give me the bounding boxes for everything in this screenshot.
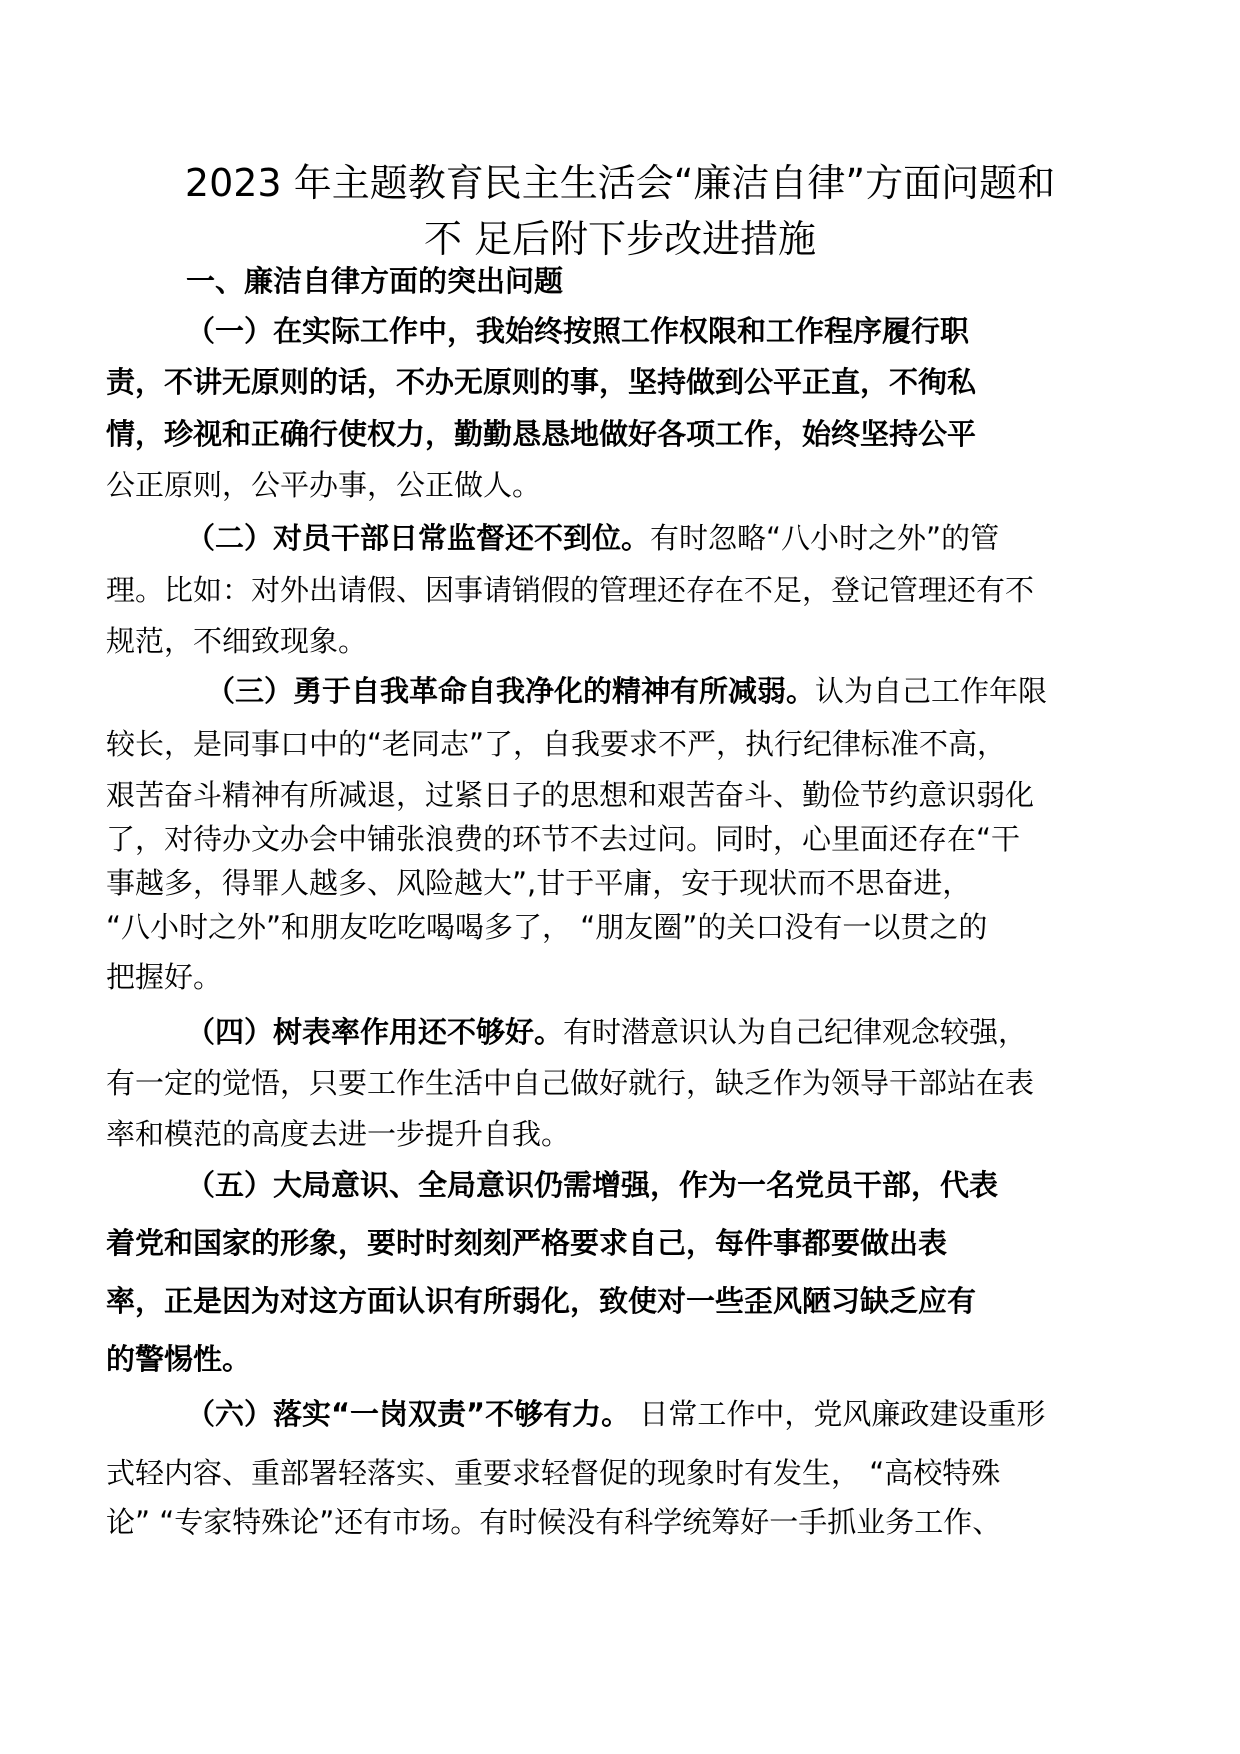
title-line-1: 2023 年主题教育民主生活会“廉洁自律”方面问题和 (184, 161, 1056, 205)
paragraph-5-line: （五）大局意识、全局意识仍需增强，作为一名党员干部，代表 (186, 1168, 999, 1202)
paragraph-6-line: 论” “专家特殊论”还有市场。有时候没有科学统筹好一手抓业务工作、 (106, 1505, 1002, 1539)
paragraph-3-line: 了，对待办文办会中铺张浪费的环节不去过问。同时，心里面还存在“干 (106, 822, 1021, 856)
paragraph-3-line: 把握好。 (106, 960, 223, 994)
paragraph-1-line: 情，珍视和正确行使权力，勤勤恳恳地做好各项工作，始终坚持公平 (106, 417, 977, 451)
paragraph-2-line: 规范，不细致现象。 (106, 624, 368, 658)
section-heading: 一、廉洁自律方面的突出问题 (186, 264, 564, 298)
paragraph-1-line: （一）在实际工作中，我始终按照工作权限和工作程序履行职 (186, 314, 970, 348)
paragraph-3-line (206, 671, 1047, 711)
paragraph-4-line: 有一定的觉悟，只要工作生活中自己做好就行，缺乏作为领导干部站在表 (106, 1066, 1035, 1100)
paragraph-4-heading: （四）树表率作用还不够好。 (186, 1015, 564, 1049)
paragraph-5-line: 率，正是因为对这方面认识有所弱化，致使对一些歪风陋习缺乏应有 (106, 1284, 977, 1318)
paragraph-4-line (186, 1012, 1027, 1052)
paragraph-3-text: 认为自己工作年限 (815, 674, 1048, 708)
paragraph-4-text: 有时潜意识认为自己纪律观念较强， (563, 1015, 1028, 1049)
paragraph-2-heading: （二）对员干部日常监督还不到位。 (186, 521, 651, 555)
paragraph-5-line: 的警惕性。 (106, 1342, 252, 1376)
paragraph-6-text: 日常工作中，党风廉政建设重形 (630, 1397, 1046, 1431)
paragraph-3-line: 较长，是同事口中的“老同志”了，自我要求不严，执行纪律标准不高， (106, 727, 1007, 761)
paragraph-6-line (186, 1394, 1045, 1434)
paragraph-5-line: 着党和国家的形象，要时时刻刻严格要求自己，每件事都要做出表 (106, 1226, 948, 1260)
paragraph-4-line: 率和模范的高度去进一步提升自我。 (106, 1117, 571, 1151)
title-line-2: 不 足后附下步改进措施 (423, 217, 817, 261)
paragraph-6-heading: （六）落实“一岗双责”不够有力。 (186, 1397, 631, 1431)
paragraph-6-line: 式轻内容、重部署轻落实、重要求轻督促的现象时有发生， “高校特殊 (106, 1456, 1001, 1490)
paragraph-1-line: 责，不讲无原则的话，不办无原则的事，坚持做到公平正直，不徇私 (106, 365, 977, 399)
paragraph-3-heading: （三）勇于自我革命自我净化的精神有所减弱。 (206, 674, 816, 708)
paragraph-3-line: 事越多，得罪人越多、风险越大”,甘于平庸，安于现状而不思奋进， (106, 866, 972, 900)
paragraph-3-line: “八小时之外”和朋友吃吃喝喝多了， “朋友圈”的关口没有一以贯之的 (106, 910, 988, 944)
document-title (100, 155, 1140, 267)
paragraph-1-line: 公正原则，公平办事，公正做人。 (106, 468, 542, 502)
paragraph-2-text: 有时忽略“八小时之外”的管 (650, 521, 1000, 555)
paragraph-2-line (186, 518, 999, 558)
paragraph-3-line: 艰苦奋斗精神有所减退，过紧日子的思想和艰苦奋斗、勤俭节约意识弱化 (106, 778, 1035, 812)
paragraph-2-line: 理。比如：对外出请假、因事请销假的管理还存在不足，登记管理还有不 (106, 573, 1035, 607)
